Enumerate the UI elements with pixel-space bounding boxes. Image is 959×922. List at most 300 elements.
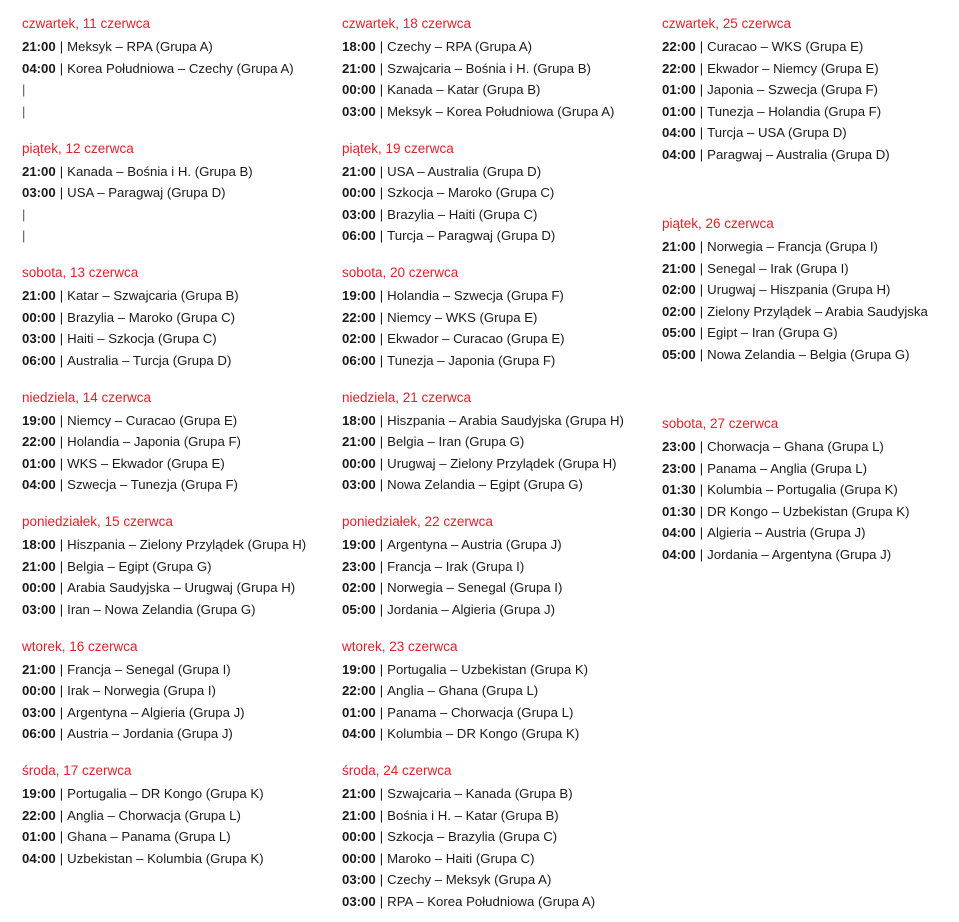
match-teams: Turcja – USA (Grupa D) <box>707 125 847 141</box>
match-teams: Senegal – Irak (Grupa I) <box>707 260 849 276</box>
match-time: 03:00 <box>342 872 376 888</box>
match-time: 03:00 <box>342 893 376 909</box>
match-teams: Portugalia – Uzbekistan (Grupa K) <box>387 661 589 677</box>
match-teams: Brazylia – Maroko (Grupa C) <box>67 309 235 325</box>
match-teams: Nowa Zelandia – Belgia (Grupa G) <box>707 346 910 362</box>
match-time: 21:00 <box>342 163 376 179</box>
separator: | <box>59 829 64 845</box>
match-row <box>22 680 334 702</box>
separator: | <box>59 537 64 552</box>
match-teams: Urugwaj – Hiszpania (Grupa H) <box>707 282 891 298</box>
match-row <box>342 328 654 350</box>
day-title: sobota, 20 czerwca <box>342 265 459 280</box>
match-row <box>22 410 334 432</box>
separator: | <box>379 455 384 471</box>
match-row <box>342 431 654 453</box>
day-title: sobota, 27 czerwca <box>662 416 779 431</box>
separator: | <box>379 163 384 179</box>
match-time: 18:00 <box>22 537 56 552</box>
separator: | <box>699 482 704 498</box>
separator: | <box>59 601 64 617</box>
match-time: 01:30 <box>662 503 696 519</box>
match-teams: Uzbekistan – Kolumbia (Grupa K) <box>67 850 264 866</box>
separator: | <box>699 503 704 519</box>
day-block <box>22 14 334 139</box>
separator: | <box>59 558 64 574</box>
match-row <box>342 285 654 307</box>
match-teams: Argentyna – Algieria (Grupa J) <box>67 704 245 720</box>
match-row <box>22 431 334 453</box>
match-time: 05:00 <box>342 601 376 617</box>
match-teams: Szwajcaria – Bośnia i H. (Grupa B) <box>387 60 591 76</box>
match-time: 03:00 <box>342 206 376 222</box>
match-teams: USA – Paragwaj (Grupa D) <box>67 185 226 201</box>
separator: | <box>699 303 704 319</box>
separator: | <box>379 309 384 325</box>
day-title: niedziela, 21 czerwca <box>342 389 472 405</box>
separator: | <box>59 850 64 866</box>
match-row <box>662 479 959 501</box>
separator: | <box>699 325 704 341</box>
separator: | <box>379 477 384 493</box>
separator: | <box>379 206 384 222</box>
day-title: sobota, 13 czerwca <box>22 265 139 280</box>
match-time: 00:00 <box>22 309 56 325</box>
match-time: 19:00 <box>342 537 376 552</box>
match-teams: Austria – Jordania (Grupa J) <box>67 726 233 742</box>
match-time: 05:00 <box>662 346 696 362</box>
match-teams: Belgia – Iran (Grupa G) <box>387 434 525 450</box>
match-teams: Jordania – Algieria (Grupa J) <box>387 601 556 617</box>
match-time: 00:00 <box>342 850 376 866</box>
match-row <box>662 58 959 80</box>
match-row <box>22 350 334 372</box>
match-teams: Szwajcaria – Kanada (Grupa B) <box>387 786 573 801</box>
match-time: 00:00 <box>342 185 376 201</box>
separator: | <box>699 82 704 98</box>
separator: | <box>379 807 384 823</box>
match-teams: Algieria – Austria (Grupa J) <box>707 525 866 541</box>
match-teams: Australia – Turcja (Grupa D) <box>67 352 232 368</box>
match-time: 21:00 <box>22 163 56 179</box>
match-time: 21:00 <box>342 434 376 450</box>
day-title: poniedziałek, 15 czerwca <box>22 514 173 529</box>
match-teams: Norwegia – Senegal (Grupa I) <box>387 580 563 596</box>
match-time: 22:00 <box>342 683 376 699</box>
match-time: 19:00 <box>342 288 376 303</box>
match-time: 03:00 <box>22 331 56 347</box>
separator: | <box>379 704 384 720</box>
match-row <box>22 36 334 58</box>
match-time: 01:00 <box>342 704 376 720</box>
match-row <box>342 36 654 58</box>
match-time: 00:00 <box>342 829 376 845</box>
day-title: piątek, 19 czerwca <box>342 140 454 156</box>
match-teams: Ghana – Panama (Grupa L) <box>67 829 231 845</box>
separator: | <box>59 661 64 677</box>
match-time: 02:00 <box>662 303 696 319</box>
day-title: czwartek, 18 czerwca <box>342 16 472 31</box>
separator: | <box>379 185 384 201</box>
match-row <box>662 144 959 166</box>
match-time: 03:00 <box>22 601 56 617</box>
match-row <box>342 680 654 702</box>
separator: | <box>699 439 704 454</box>
match-teams: Curacao – WKS (Grupa E) <box>707 39 864 54</box>
match-time: 21:00 <box>342 807 376 823</box>
schedule-column-1 <box>22 14 334 886</box>
match-time: 00:00 <box>342 82 376 98</box>
separator: | <box>379 661 384 677</box>
separator: | <box>379 580 384 596</box>
separator: | <box>379 601 384 617</box>
match-row <box>22 659 334 681</box>
match-row <box>22 182 334 204</box>
match-time: 18:00 <box>342 412 376 428</box>
separator: | <box>379 288 384 303</box>
match-row <box>22 307 334 329</box>
match-teams: Bośnia i H. – Katar (Grupa B) <box>387 807 559 823</box>
day-block <box>22 761 334 886</box>
match-time: 03:00 <box>22 185 56 201</box>
match-teams: Haiti – Szkocja (Grupa C) <box>67 331 217 347</box>
match-time: 06:00 <box>342 352 376 368</box>
match-time: 21:00 <box>662 239 696 254</box>
match-teams: Nowa Zelandia – Egipt (Grupa G) <box>387 477 583 493</box>
match-teams: Portugalia – DR Kongo (Grupa K) <box>67 786 264 801</box>
separator: | <box>379 228 384 244</box>
match-time: 01:00 <box>662 82 696 98</box>
match-time: 06:00 <box>22 726 56 742</box>
match-row <box>22 161 334 183</box>
day-block <box>662 214 959 414</box>
match-row <box>342 826 654 848</box>
match-teams: Niemcy – WKS (Grupa E) <box>387 309 538 325</box>
match-row <box>22 285 334 307</box>
match-time: 23:00 <box>342 558 376 574</box>
separator: | <box>699 460 704 476</box>
match-teams: Urugwaj – Zielony Przylądek (Grupa H) <box>387 455 617 471</box>
match-teams: Turcja – Paragwaj (Grupa D) <box>387 228 556 244</box>
match-row <box>662 344 959 366</box>
match-row <box>342 556 654 578</box>
day-block <box>662 14 959 214</box>
match-time: 00:00 <box>342 455 376 471</box>
match-teams: Maroko – Haiti (Grupa C) <box>387 850 535 866</box>
match-teams: Kanada – Bośnia i H. (Grupa B) <box>67 163 253 179</box>
separator: | <box>379 893 384 909</box>
match-time: 04:00 <box>22 60 56 76</box>
separator: | <box>699 525 704 541</box>
match-time: 23:00 <box>662 439 696 454</box>
match-row <box>342 723 654 745</box>
match-row <box>342 869 654 891</box>
match-teams: Ekwador – Niemcy (Grupa E) <box>707 60 879 76</box>
separator: | <box>699 260 704 276</box>
separator: | <box>379 786 384 801</box>
match-time: 21:00 <box>22 288 56 303</box>
match-row <box>342 534 654 556</box>
match-teams: Meksyk – Korea Południowa (Grupa A) <box>387 103 615 119</box>
match-row <box>342 805 654 827</box>
match-row <box>22 783 334 805</box>
separator: | <box>379 434 384 450</box>
match-row <box>22 474 334 496</box>
day-block <box>342 14 654 139</box>
separator: | <box>379 60 384 76</box>
match-row <box>22 723 334 745</box>
separator: | <box>59 726 64 742</box>
match-time: 06:00 <box>22 352 56 368</box>
separator: | <box>59 185 64 201</box>
match-teams: Tunezja – Japonia (Grupa F) <box>387 352 556 368</box>
separator: | <box>59 455 64 471</box>
separator: | <box>699 39 704 54</box>
separator: | <box>379 352 384 368</box>
match-row <box>342 204 654 226</box>
separator: | <box>379 829 384 845</box>
day-title: piątek, 26 czerwca <box>662 216 774 231</box>
separator: | <box>379 683 384 699</box>
match-teams: Niemcy – Curacao (Grupa E) <box>67 412 238 428</box>
separator: | <box>379 872 384 888</box>
match-row <box>22 848 334 870</box>
separator: | <box>379 39 384 54</box>
filler-mark: | <box>22 206 26 222</box>
match-time: 01:30 <box>662 482 696 498</box>
match-time: 02:00 <box>662 282 696 298</box>
match-time: 21:00 <box>22 558 56 574</box>
schedule-column-3 <box>662 14 959 614</box>
match-time: 06:00 <box>342 228 376 244</box>
match-row <box>342 453 654 475</box>
match-teams: Hiszpania – Zielony Przylądek (Grupa H) <box>67 537 307 552</box>
day-block <box>22 388 334 513</box>
day-block <box>22 139 334 264</box>
day-title: wtorek, 16 czerwca <box>22 638 138 654</box>
match-teams: Irak – Norwegia (Grupa I) <box>67 683 216 699</box>
match-row <box>342 350 654 372</box>
separator: | <box>379 103 384 119</box>
match-time: 04:00 <box>22 477 56 493</box>
match-time: 02:00 <box>342 580 376 596</box>
match-teams: Arabia Saudyjska – Urugwaj (Grupa H) <box>67 580 296 596</box>
match-row <box>22 599 334 621</box>
match-teams: USA – Australia (Grupa D) <box>387 163 542 179</box>
match-time: 19:00 <box>342 661 376 677</box>
separator: | <box>59 309 64 325</box>
match-time: 22:00 <box>22 807 56 823</box>
separator: | <box>379 82 384 98</box>
match-row <box>342 101 654 123</box>
match-teams: Szkocja – Maroko (Grupa C) <box>387 185 555 201</box>
separator: | <box>59 60 64 76</box>
match-time: 03:00 <box>22 704 56 720</box>
match-teams: Belgia – Egipt (Grupa G) <box>67 558 212 574</box>
separator: | <box>699 546 704 562</box>
match-time: 23:00 <box>662 460 696 476</box>
match-time: 00:00 <box>22 683 56 699</box>
match-row <box>22 805 334 827</box>
day-title: niedziela, 14 czerwca <box>22 389 152 405</box>
match-time: 03:00 <box>342 477 376 493</box>
separator: | <box>59 704 64 720</box>
match-teams: Chorwacja – Ghana (Grupa L) <box>707 439 884 454</box>
match-teams: Czechy – RPA (Grupa A) <box>387 39 533 54</box>
match-teams: Korea Południowa – Czechy (Grupa A) <box>67 60 294 76</box>
filler-mark: | <box>22 82 26 98</box>
match-time: 04:00 <box>662 546 696 562</box>
match-teams: Anglia – Ghana (Grupa L) <box>387 683 539 699</box>
separator: | <box>699 125 704 141</box>
separator: | <box>699 239 704 254</box>
match-teams: Kolumbia – DR Kongo (Grupa K) <box>387 726 580 742</box>
separator: | <box>59 352 64 368</box>
separator: | <box>59 683 64 699</box>
match-time: 22:00 <box>22 434 56 450</box>
match-row <box>22 534 334 556</box>
separator: | <box>59 434 64 450</box>
separator: | <box>379 412 384 428</box>
match-time: 21:00 <box>662 260 696 276</box>
match-teams: Iran – Nowa Zelandia (Grupa G) <box>67 601 256 617</box>
day-title: czwartek, 25 czerwca <box>662 16 792 31</box>
separator: | <box>59 39 64 54</box>
match-row <box>22 453 334 475</box>
day-block <box>342 263 654 388</box>
match-teams: Argentyna – Austria (Grupa J) <box>387 537 562 552</box>
match-teams: Tunezja – Holandia (Grupa F) <box>707 103 882 119</box>
match-teams: Brazylia – Haiti (Grupa C) <box>387 206 538 222</box>
match-teams: Szwecja – Tunezja (Grupa F) <box>67 477 238 493</box>
match-time: 00:00 <box>22 580 56 596</box>
match-time: 01:00 <box>662 103 696 119</box>
match-row <box>342 58 654 80</box>
separator: | <box>699 103 704 119</box>
match-time: 22:00 <box>662 39 696 54</box>
day-title: wtorek, 23 czerwca <box>342 638 458 654</box>
match-time: 21:00 <box>22 661 56 677</box>
match-teams: Anglia – Chorwacja (Grupa L) <box>67 807 241 823</box>
match-row <box>662 458 959 480</box>
match-row <box>662 279 959 301</box>
match-row <box>342 161 654 183</box>
separator: | <box>59 580 64 596</box>
match-time: 02:00 <box>342 331 376 347</box>
match-time: 18:00 <box>342 39 376 54</box>
match-teams: Japonia – Szwecja (Grupa F) <box>707 82 878 98</box>
match-teams: Meksyk – RPA (Grupa A) <box>67 39 213 54</box>
filler-mark: | <box>22 228 26 244</box>
filler-mark: | <box>22 103 26 119</box>
separator: | <box>379 558 384 574</box>
match-teams: Szkocja – Brazylia (Grupa C) <box>387 829 558 845</box>
match-row <box>662 122 959 144</box>
separator: | <box>379 726 384 742</box>
match-teams: Paragwaj – Australia (Grupa D) <box>707 146 890 162</box>
match-row <box>22 577 334 599</box>
match-teams: Panama – Chorwacja (Grupa L) <box>387 704 574 720</box>
match-row <box>342 702 654 724</box>
match-teams: Holandia – Szwecja (Grupa F) <box>387 288 564 303</box>
match-row <box>662 522 959 544</box>
day-block <box>22 637 334 762</box>
match-time: 04:00 <box>662 525 696 541</box>
match-teams: Ekwador – Curacao (Grupa E) <box>387 331 565 347</box>
match-teams: Francja – Irak (Grupa I) <box>387 558 525 574</box>
match-time: 21:00 <box>342 60 376 76</box>
match-row <box>22 702 334 724</box>
match-teams: Katar – Szwajcaria (Grupa B) <box>67 288 239 303</box>
separator: | <box>59 163 64 179</box>
match-teams: Czechy – Meksyk (Grupa A) <box>387 872 552 888</box>
separator: | <box>59 412 64 428</box>
match-teams: Hiszpania – Arabia Saudyjska (Grupa H) <box>387 412 624 428</box>
separator: | <box>699 346 704 362</box>
match-time: 21:00 <box>22 39 56 54</box>
match-row <box>342 848 654 870</box>
match-time: 04:00 <box>662 146 696 162</box>
match-time: 04:00 <box>22 850 56 866</box>
match-row <box>342 783 654 805</box>
match-row <box>662 36 959 58</box>
day-block <box>22 263 334 388</box>
match-row <box>662 258 959 280</box>
match-row <box>342 225 654 247</box>
day-title: środa, 17 czerwca <box>22 763 132 778</box>
match-time: 04:00 <box>662 125 696 141</box>
match-teams: Panama – Anglia (Grupa L) <box>707 460 867 476</box>
separator: | <box>59 807 64 823</box>
match-time: 19:00 <box>22 786 56 801</box>
separator: | <box>699 282 704 298</box>
match-teams: Jordania – Argentyna (Grupa J) <box>707 546 892 562</box>
match-teams: Kanada – Katar (Grupa B) <box>387 82 541 98</box>
match-teams: Kolumbia – Portugalia (Grupa K) <box>707 482 898 498</box>
day-title: środa, 24 czerwca <box>342 763 452 778</box>
match-time: 22:00 <box>342 309 376 325</box>
day-block <box>342 388 654 513</box>
separator: | <box>59 477 64 493</box>
match-row <box>342 182 654 204</box>
match-row <box>22 328 334 350</box>
match-time: 19:00 <box>22 412 56 428</box>
match-time: 04:00 <box>342 726 376 742</box>
match-row <box>662 79 959 101</box>
match-row <box>342 577 654 599</box>
match-row <box>662 101 959 123</box>
match-teams: Egipt – Iran (Grupa G) <box>707 325 838 341</box>
match-row <box>662 322 959 344</box>
day-title: poniedziałek, 22 czerwca <box>342 514 493 529</box>
separator: | <box>699 146 704 162</box>
match-row <box>662 544 959 566</box>
match-row <box>662 301 959 323</box>
day-block <box>342 761 654 909</box>
separator: | <box>379 850 384 866</box>
match-row <box>662 436 959 458</box>
match-row <box>342 79 654 101</box>
match-row <box>342 307 654 329</box>
separator: | <box>59 786 64 801</box>
match-row <box>342 891 654 913</box>
match-row <box>662 236 959 258</box>
match-time: 01:00 <box>22 829 56 845</box>
separator: | <box>59 331 64 347</box>
match-row <box>342 659 654 681</box>
day-block <box>342 637 654 762</box>
match-teams: WKS – Ekwador (Grupa E) <box>67 455 225 471</box>
